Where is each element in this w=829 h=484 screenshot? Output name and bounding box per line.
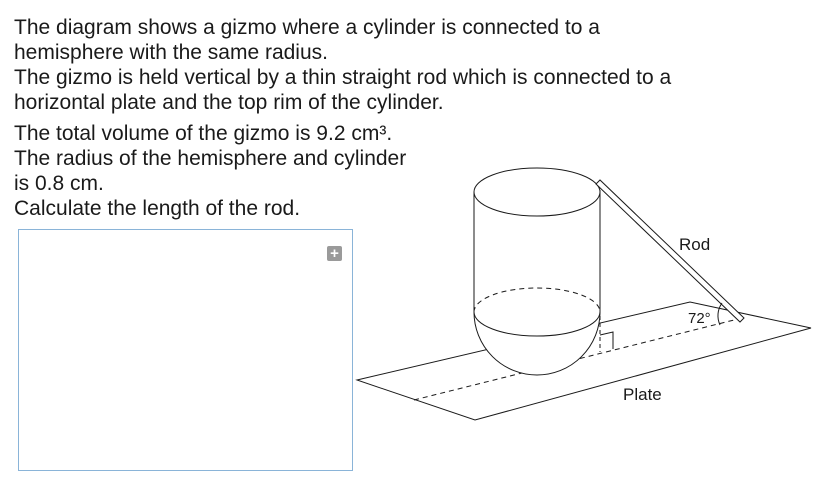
cylinder-top xyxy=(474,168,600,216)
angle-label: 72° xyxy=(688,310,711,327)
plate-label: Plate xyxy=(623,385,662,404)
question-line: The gizmo is held vertical by a thin straight rod which is connected to a xyxy=(14,66,672,89)
question-line: horizontal plate and the top rim of the cylinder. xyxy=(14,91,444,114)
plus-icon[interactable]: + xyxy=(327,246,342,261)
question-line: The diagram shows a gizmo where a cylinder is connected to a xyxy=(14,16,600,39)
question-line: is 0.8 cm. xyxy=(14,172,104,195)
question-line: The total volume of the gizmo is 9.2 cm³. xyxy=(14,122,393,145)
rod xyxy=(596,180,744,322)
rod-label: Rod xyxy=(679,235,711,254)
question-line: Calculate the length of the rod. xyxy=(14,197,301,220)
question-line: hemisphere with the same radius. xyxy=(14,41,328,64)
cylinder-body xyxy=(474,192,600,375)
question-line: The radius of the hemisphere and cylinder xyxy=(14,147,407,170)
